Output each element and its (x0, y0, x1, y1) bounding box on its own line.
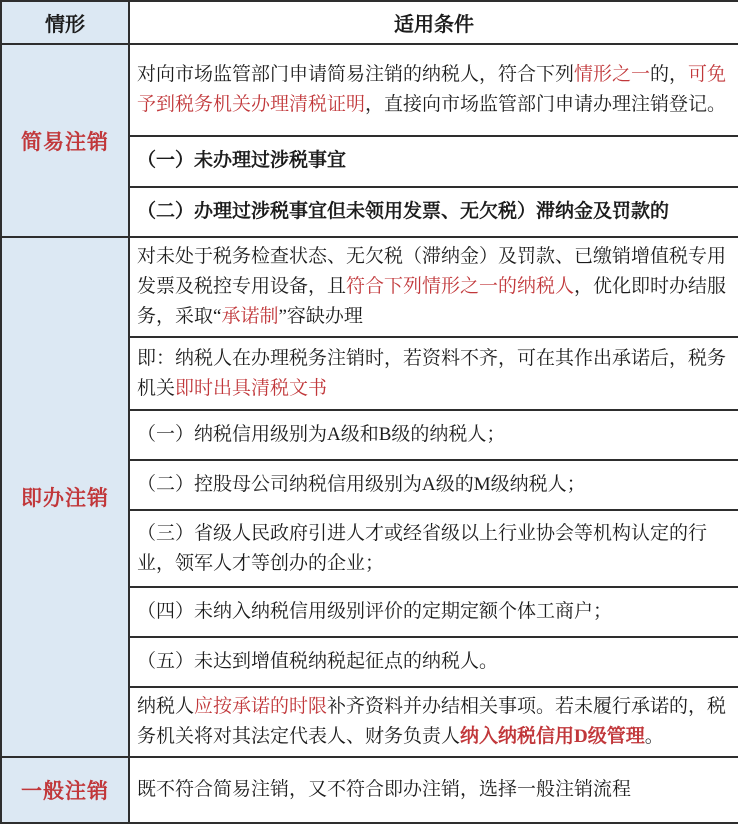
condition-cell: 对向市场监管部门申请简易注销的纳税人，符合下列情形之一的，可免予到税务机关办理清税证明，直接向市场监管部门申请办理注销登记。 (129, 44, 738, 136)
condition-cell: （二）办理过涉税事宜但未领用发票、无欠税）滞纳金及罚款的 (129, 187, 738, 237)
condition-cell: （一）纳税信用级别为A级和B级的纳税人； (129, 410, 738, 460)
condition-cell: 纳税人应按承诺的时限补齐资料并办结相关事项。若未履行承诺的，税务机关将对其法定代表人、财务负责人纳入纳税信用D级管理。 (129, 687, 738, 757)
table-row (1, 237, 738, 337)
condition-cell: （二）控股母公司纳税信用级别为A级的M级纳税人； (129, 460, 738, 510)
condition-cell: 既不符合简易注销，又不符合即办注销，选择一般注销流程 (129, 757, 738, 823)
condition-cell: 对未处于税务检查状态、无欠税（滞纳金）及罚款、已缴销增值税专用发票及税控专用设备，且符合下列情形之一的纳税人，优化即时办结服务，采取“承诺制”容缺办理 (129, 237, 738, 337)
condition-cell: （三）省级人民政府引进人才或经省级以上行业协会等机构认定的行业，领军人才等创办的企业； (129, 510, 738, 587)
condition-cell: 即：纳税人在办理税务注销时，若资料不齐，可在其作出承诺后，税务机关即时出具清税文书 (129, 337, 738, 410)
header-situation: 情形 (1, 1, 129, 44)
condition-cell: （一）未办理过涉税事宜 (129, 136, 738, 187)
row-label-general-deregistration: 一般注销 (1, 757, 129, 823)
row-label-immediate-deregistration: 即办注销 (1, 237, 129, 757)
condition-cell: （五）未达到增值税纳税起征点的纳税人。 (129, 637, 738, 687)
table-row (1, 757, 738, 823)
table-row (1, 44, 738, 136)
table-header-row (1, 1, 738, 44)
header-condition: 适用条件 (129, 1, 738, 44)
condition-cell: （四）未纳入纳税信用级别评价的定期定额个体工商户； (129, 587, 738, 637)
row-label-simple-deregistration: 简易注销 (1, 44, 129, 237)
